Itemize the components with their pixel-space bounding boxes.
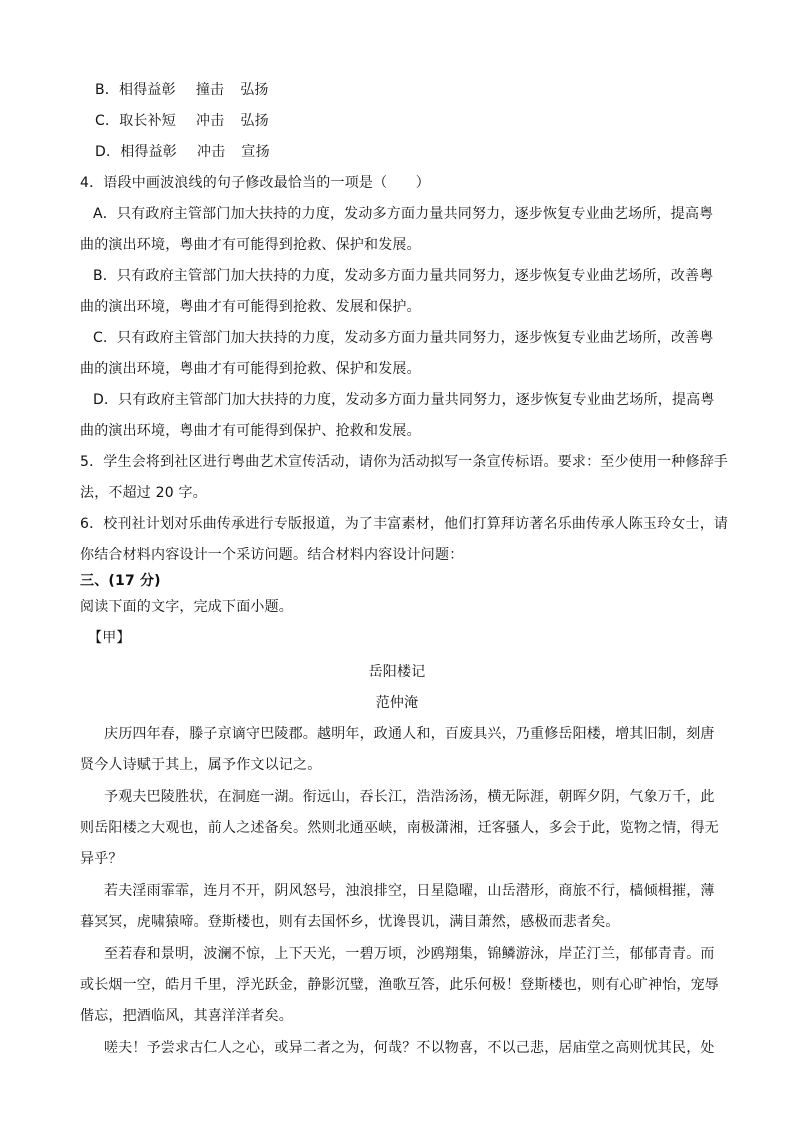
q4-option-c-line1: C．只有政府主管部门加大扶持的力度，发动多方面力量共同努力，逐步恢复专业曲艺场所，改善粤 [93,330,714,346]
option-word-1: 冲击 [196,113,225,129]
paragraph-2-line1: 予观夫巴陵胜状，在洞庭一湖。衔远山，吞长江，浩浩汤汤，横无际涯，朝晖夕阴，气象万千，此 [104,789,715,805]
paragraph-2-line3: 异乎？ [80,851,123,867]
option-word-1: 冲击 [197,144,226,160]
option-letter: B． [95,82,120,98]
option-letter: D． [95,144,121,160]
section-instruction: 阅读下面的文字，完成下面小题。 [80,599,293,615]
paragraph-4-line2: 或长烟一空，皓月千里，浮光跃金，静影沉璧，渔歌互答，此乐何极！登斯楼也，则有心旷神怡，宠辱 [80,977,719,993]
passage-label: 【甲】 [88,630,131,646]
option-word-2: 弘扬 [240,113,269,129]
q4-option-b-line2: 曲的演出环境，粤曲才有可能得到抢救、发展和保护。 [80,299,421,315]
option-word-1: 撞击 [195,82,225,98]
option-idiom: 相得益彰 [120,144,177,160]
q4-option-d-line2: 曲的演出环境，粤曲才有可能得到保护、抢救和发展。 [80,423,421,439]
q4-option-c-line2: 曲的演出环境，粤曲才有可能得到抢救、保护和发展。 [80,361,421,377]
option-idiom: 相得益彰 [119,82,176,98]
paragraph-3-line2: 暮冥冥，虎啸猿啼。登斯楼也，则有去国怀乡，忧谗畏讥，满目萧然，感极而悲者矣。 [80,914,620,930]
option-word-2: 弘扬 [240,82,269,98]
option-idiom: 取长补短 [119,113,176,129]
passage-author: 范仲淹 [375,695,419,711]
paragraph-3-line1: 若夫淫雨霏霏，连月不开，阴风怒号，浊浪排空，日星隐曜，山岳潜形，商旅不行，樯倾楫摧，薄 [104,883,715,899]
option-letter: C． [95,113,120,129]
q3-option-c [95,111,794,131]
q6-line2: 你结合材料内容设计一个采访问题。结合材料内容设计问题： [80,547,464,563]
q5-line2: 法，不超过 20 字。 [80,485,207,501]
paragraph-1-line2: 贤今人诗赋于其上，属予作文以记之。 [80,757,322,773]
paragraph-5-line1: 嗟夫！予尝求古仁人之心，或异二者之为，何哉？不以物喜，不以己悲，居庙堂之高则忧其民，处 [104,1040,715,1056]
passage-title: 岳阳楼记 [368,664,426,680]
section-heading: 三、(17 分) [80,573,161,589]
q6-line1: 6．校刊社计划对乐曲传承进行专版报道，为了丰富素材，他们打算拜访著名乐曲传承人陈玉玲女士，请 [80,516,729,532]
q5-line1: 5．学生会将到社区进行粤曲艺术宣传活动，请你为活动拟写一条宣传标语。要求：至少使用一种修辞手 [80,454,729,470]
q3-option-b [95,80,794,100]
paragraph-1-line1: 庆历四年春，滕子京谪守巴陵郡。越明年，政通人和，百废具兴，乃重修岳阳楼，增其旧制，刻唐 [104,726,715,742]
paragraph-4-line1: 至若春和景明，波澜不惊，上下天光，一碧万顷，沙鸥翔集，锦鳞游泳，岸芷汀兰，郁郁青青。而 [104,946,715,962]
q4-option-d-line1: D．只有政府主管部门加大扶持的力度，发动多方面力量共同努力，逐步恢复专业曲艺场所，提高粤 [93,392,715,408]
q4-option-a-line2: 曲的演出环境，粤曲才有可能得到抢救、保护和发展。 [80,237,421,253]
q4-option-a-line1: A．只有政府主管部门加大扶持的力度，发动多方面力量共同努力，逐步恢复专业曲艺场所，提高粤 [93,206,714,222]
q4-option-b-line1: B．只有政府主管部门加大扶持的力度，发动多方面力量共同努力，逐步恢复专业曲艺场所，改善粤 [93,268,714,284]
paragraph-2-line2: 则岳阳楼之大观也，前人之述备矣。然则北通巫峡，南极潇湘，迁客骚人，多会于此，览物之情，得无 [80,820,719,836]
q3-option-d [95,142,794,162]
option-word-2: 宣扬 [241,144,270,160]
q4-stem: 4．语段中画波浪线的句子修改最恰当的一项是（ ） [80,175,430,191]
paragraph-4-line3: 偕忘，把酒临风，其喜洋洋者矣。 [80,1008,293,1024]
